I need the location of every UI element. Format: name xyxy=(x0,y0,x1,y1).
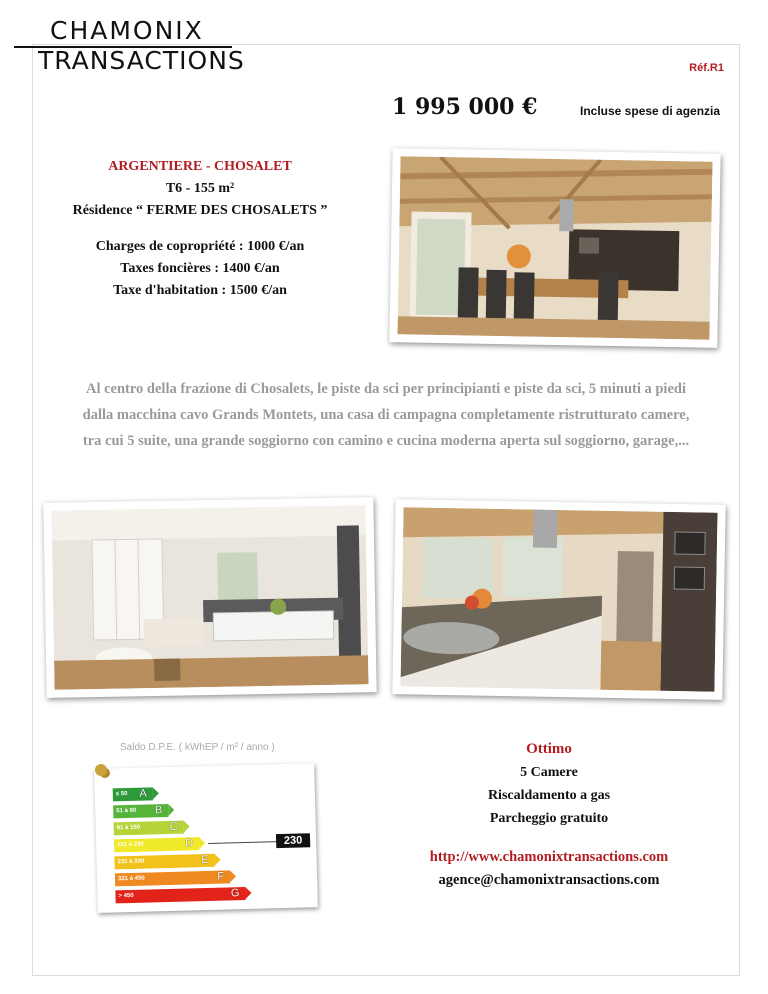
feature-heating: Riscaldamento a gas xyxy=(487,788,611,803)
brand-logo-line1: CHAMONIX xyxy=(50,16,204,45)
energy-class-letter: D xyxy=(185,837,194,850)
energy-class-range: 91 à 150 xyxy=(116,824,141,832)
pin-icon xyxy=(95,764,107,776)
energy-class-b xyxy=(113,804,168,818)
energy-class-letter: A xyxy=(139,787,147,800)
energy-class-range: 331 à 450 xyxy=(117,875,145,883)
photo-kitchen xyxy=(392,499,725,700)
email-link[interactable]: agence@chamonixtransactions.com xyxy=(438,872,660,888)
energy-class-range: > 450 xyxy=(118,892,134,900)
energy-class-a xyxy=(113,787,153,801)
property-taxe-habitation: Taxe d'habitation : 1500 €/an xyxy=(113,283,287,298)
property-taxes-foncieres: Taxes foncières : 1400 €/an xyxy=(120,261,280,276)
brand-logo-line2: TRANSACTIONS xyxy=(38,46,245,75)
energy-class-range: 151 à 230 xyxy=(117,841,144,849)
energy-class-e xyxy=(114,854,214,870)
feature-rating: Ottimo xyxy=(526,741,572,757)
energy-class-range: 231 à 330 xyxy=(117,858,145,866)
energy-class-f xyxy=(115,870,230,886)
reference-code: Réf.R1 xyxy=(689,62,724,74)
property-type-area: T6 - 155 m² xyxy=(165,181,235,196)
property-location: ARGENTIERE - CHOSALET xyxy=(108,159,292,174)
property-charges: Charges de copropriété : 1000 €/an xyxy=(95,239,305,254)
energy-class-range: ≤ 50 xyxy=(115,791,128,798)
price-note: Incluse spese di agenzia xyxy=(580,104,721,118)
energy-class-g xyxy=(115,887,245,903)
property-description: Al centro della frazione di Chosalets, le piste da sci per principianti e piste da sci, 5 minuti a piedi dalla macchina cavo Grands Montets, una casa di campagna completamente ristrutturato camere, tra cui 5 suite, una grande soggiorno con camino e cucina moderna aperta sul soggiorno, garage,... xyxy=(82,381,690,449)
energy-class-range: 51 à 90 xyxy=(116,807,137,815)
property-residence: Résidence “ FERME DES CHOSALETS ” xyxy=(72,203,328,218)
property-features xyxy=(408,738,690,892)
property-info xyxy=(50,156,350,302)
photo-dining-room xyxy=(389,148,720,348)
energy-class-letter: C xyxy=(169,820,178,833)
brand-logo xyxy=(14,16,245,76)
feature-bedrooms: 5 Camere xyxy=(520,765,578,780)
price-amount: 1 995 000 € xyxy=(392,94,538,120)
feature-parking: Parcheggio gratuito xyxy=(489,811,609,826)
energy-class-c xyxy=(114,821,184,836)
photo-bedroom xyxy=(43,497,376,698)
energy-class-letter: E xyxy=(201,853,209,867)
energy-rating-card xyxy=(94,763,318,913)
website-link[interactable]: http://www.chamonixtransactions.com xyxy=(429,849,669,865)
energy-rating-title: Saldo D.P.E. ( kWhEP / m² / anno ) xyxy=(120,742,275,753)
energy-class-d xyxy=(114,837,199,852)
energy-class-letter: F xyxy=(217,870,225,883)
energy-class-letter: B xyxy=(154,804,163,817)
energy-value: 230 xyxy=(276,833,310,848)
energy-class-letter: G xyxy=(230,887,240,900)
